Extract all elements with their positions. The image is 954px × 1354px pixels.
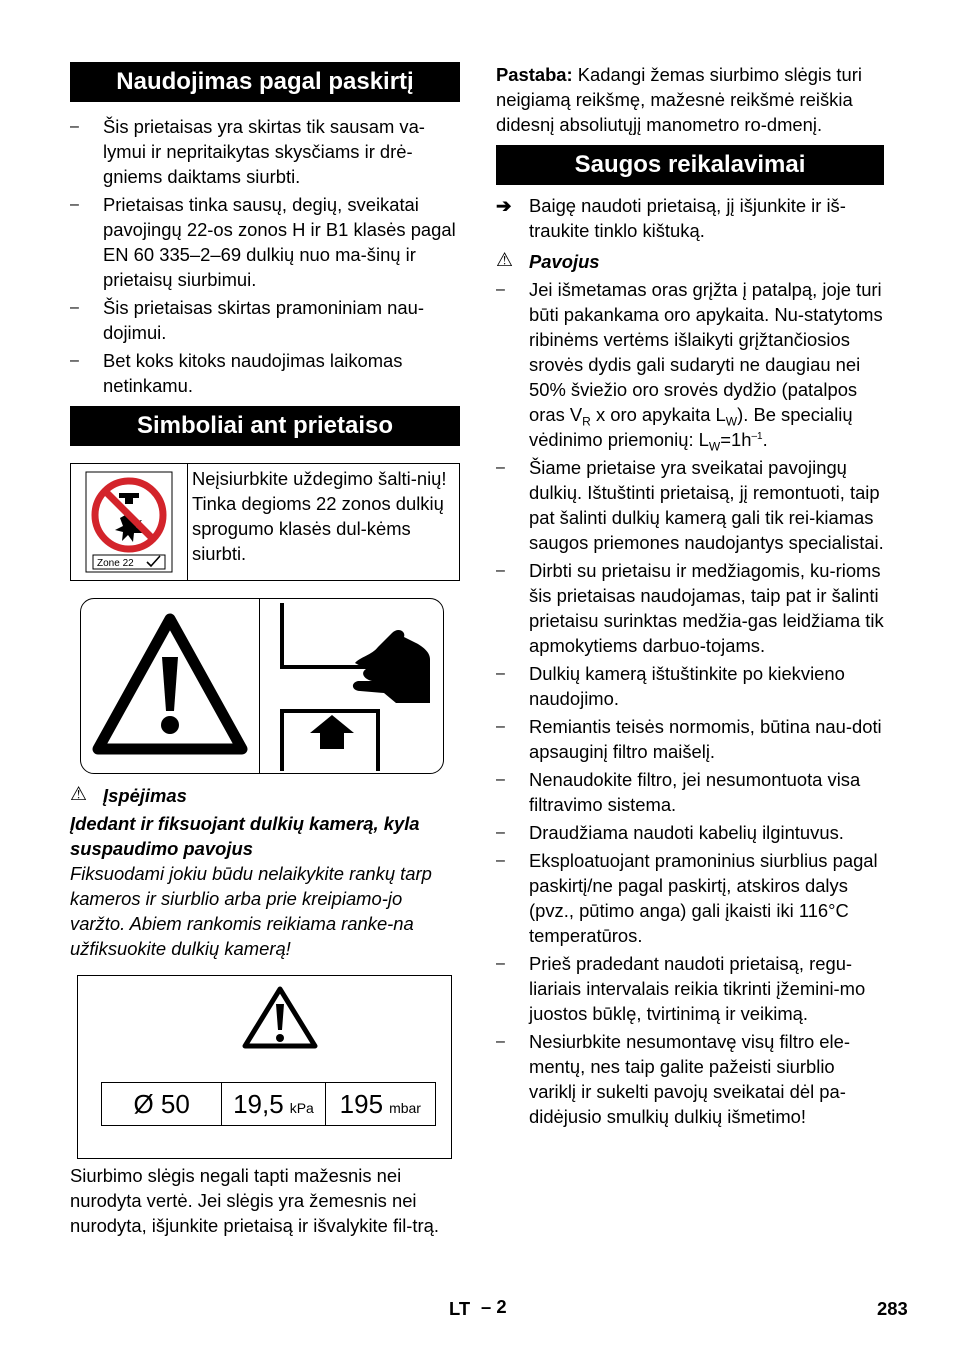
warning-icon: ⚠ [496, 250, 514, 271]
note-paragraph: Pastaba: Kadangi žemas siurbimo slėgis turi neigiamą reikšmę, mažesnė reikšmė reiškia didesnį absoliutųjį manometro ro-dmenį. [496, 64, 862, 135]
heading-safety: Saugos reikalavimai [496, 145, 884, 185]
heading-symbols: Simboliai ant prietaiso [70, 406, 460, 446]
note-label: Pastaba: [496, 64, 573, 85]
left-column [70, 62, 460, 1238]
suction-pressure-label [77, 975, 452, 1159]
page-number: 283 [877, 1298, 908, 1319]
pressure-mbar: 195 mbar [339, 1088, 421, 1119]
arrow-right-icon: ➔ [496, 195, 512, 216]
list-item: – Bet koks kitoks naudojimas laikomas netinkamu. [70, 348, 460, 398]
instruction-step: ➔ Baigę naudoti prietaisą, jį išjunkite ir iš-traukite tinklo kištuką. [496, 195, 846, 241]
warning-triangle-icon [240, 984, 320, 1050]
list-item: – Draudžiama naudoti kabelių ilgintuvus. [496, 820, 884, 845]
hose-diameter: Ø 50 [102, 1083, 222, 1125]
list-item: – Jei išmetamas oras grįžta į patalpą, joje turi būti pakankama oro apykaita. Nu-statytoms ribinėms vertėms išlaikyti grįžtančiosios srovės dydis gali sudaryti ne daugiau nei 50% šviežio oro srovės dydžio (patalpos oras $V_R$ x oro apykaita $L_W$). Be specialių vėdinimo priemonių: $L_W=1h^{-1}$. [496, 277, 884, 452]
pinch-hazard-pictogram [80, 598, 444, 774]
warning-icon: ⚠ [70, 784, 88, 805]
list-item: – Eksploatuojant pramoninius siurblius pagal paskirtį/ne pagal paskirtį, atskiros dalys (pvz., pūtimo anga) gali įkaisti iki 116°C temperatūros. [496, 848, 884, 948]
list-item: – Nesiurbkite nesumontavę visų filtro ele-mentų, nes taip galite pažeisti siurblio variklį ir sukelti pavojų sveikatai dėl pa-didėjusio smulkių dulkių išmetimo! [496, 1029, 884, 1129]
svg-text:Zone 22: Zone 22 [97, 558, 134, 569]
list-item: – Šis prietaisas yra skirtas tik sausam va-lymui ir nepritaikytas skysčiams ir drė-gniems daiktams siurbti. [70, 114, 460, 189]
list-item: – Šis prietaisas skirtas pramoniniam nau-dojimui. [70, 295, 460, 345]
list-item: – Remiantis teisės normomis, būtina nau-doti apsauginį filtro maišelį. [496, 714, 884, 764]
warning-title: ⚠ Įspėjimas [70, 784, 187, 806]
list-item: – Dulkių kamerą ištuštinkite po kiekvieno naudojimo. [496, 661, 884, 711]
pressure-kpa: 19,5 kPa [222, 1083, 325, 1125]
safety-list [496, 277, 884, 1129]
warning-bold-text: Įdedant ir fiksuojant dulkių kamerą, kyla suspaudimo pavojus [70, 813, 420, 859]
right-column [496, 62, 884, 1132]
pressure-values [101, 1082, 436, 1126]
list-item: – Prietaisas tinka sausų, degių, sveikatai pavojingų 22-os zonos H ir B1 klasės pagal EN 60 335–2–69 dulkių nuo ma-šinų ir prietaisų siurbimui. [70, 192, 460, 292]
suction-pressure-text: Siurbimo slėgis negali tapti mažesnis nei nurodyta vertė. Jei slėgis yra žemesnis nei nurodyta, išjunkite prietaisą ir išvalykite fil-trą. [70, 1165, 439, 1236]
symbol-table [70, 463, 460, 581]
footer-section: – 2 [481, 1296, 507, 1317]
heading-intended-use: Naudojimas pagal paskirtį [70, 62, 460, 102]
list-item: – Dirbti su prietaisu ir medžiagomis, ku-rioms šis prietaisas naudojamas, taip pat ir šalinti prietaisu surinktas medžia-gas leidžiama tik apmokytiems darbuo-tojams. [496, 558, 884, 658]
hand-crush-icon [260, 599, 443, 773]
usage-list [70, 114, 460, 398]
footer-language: LT [449, 1298, 471, 1319]
list-item: – Nenaudokite filtro, jei nesumontuota visa filtravimo sistema. [496, 767, 884, 817]
no-ignition-sources-icon [71, 464, 188, 580]
warning-triangle-icon [81, 599, 260, 773]
warning-text: Fiksuodami jokiu būdu nelaikykite rankų tarp kameros ir siurblio arba prie kreipiamo-jo varžto. Abiem rankomis reikiama ranke-na užfiksuokite dulkių kamerą! [70, 863, 432, 959]
list-item: – Prieš pradedant naudoti prietaisą, regu-liariais intervalais reikia tikrinti įžemini-mo juostos būklę, tvirtinimą ir veikimą. [496, 951, 884, 1026]
list-item: – Šiame prietaise yra sveikatai pavojingų dulkių. Ištuštinti prietaisą, jį remontuoti, taip pat šalinti dulkių kamerą gali tik rei-kiamas saugos priemones naudojantys specialistai. [496, 455, 884, 555]
symbol-description: Neįsiurbkite uždegimo šalti-nių! Tinka degioms 22 zonos dulkių sprogumo klasės dul-kėms siurbti. [192, 468, 447, 564]
danger-title: ⚠ Pavojus [496, 250, 600, 272]
